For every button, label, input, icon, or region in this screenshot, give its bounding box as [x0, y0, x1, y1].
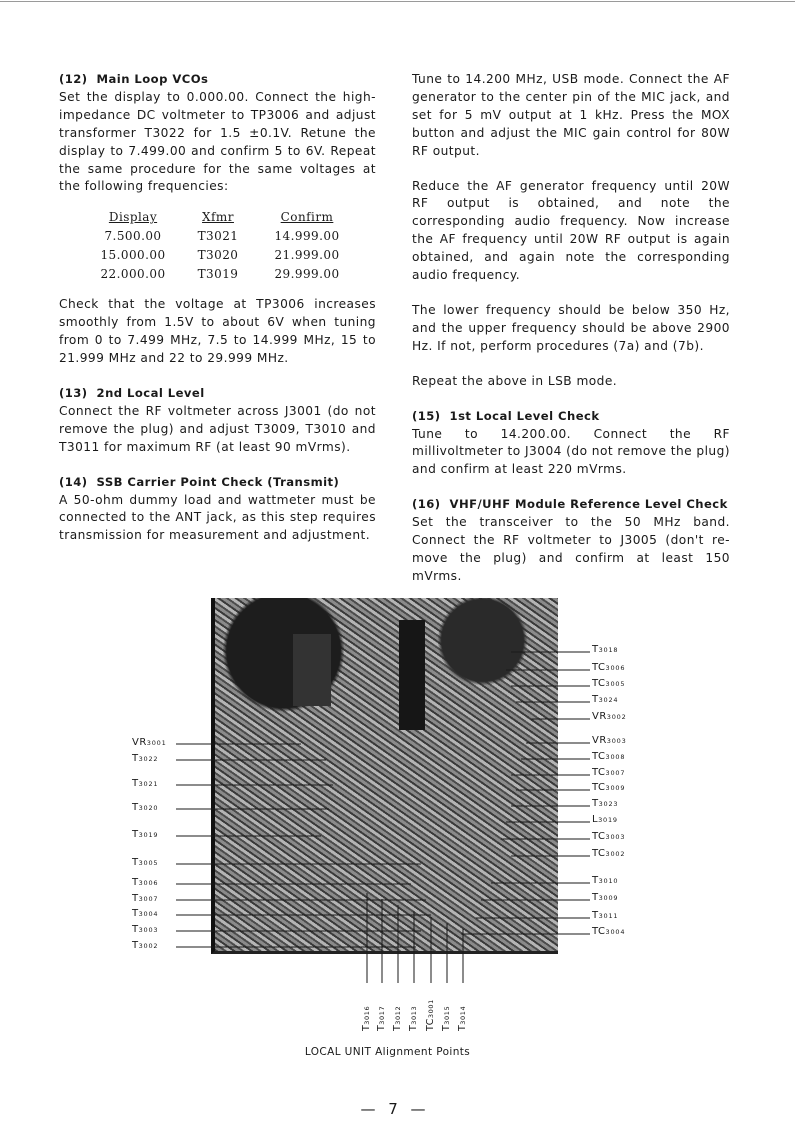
- table-cell: T3021: [197, 229, 239, 244]
- section-15-paragraph: Tune to 14.200.00. Connect the RF millivoltmeter to J3004 (do not remove the plug) and confirm at least 220 mVrms.: [412, 426, 730, 477]
- section-number: (13): [59, 385, 88, 400]
- section-title: 1st Local Level Check: [449, 408, 600, 423]
- section-14-continued-paragraph-4: Repeat the above in LSB mode.: [412, 373, 618, 388]
- section-title: VHF/UHF Module Reference Level Check: [449, 497, 728, 512]
- component-label: TC3006: [592, 662, 626, 673]
- component-label: VR3003: [592, 735, 627, 746]
- component-label: L3019: [592, 814, 618, 825]
- table-row: [89, 265, 376, 284]
- section-14-continued-paragraph-3: The lower frequency should be below 350 Hz, and the upper frequency should be above 2900 Hz. If not, perform procedures (7a) and (7b).: [412, 302, 730, 353]
- table-cell: 22.000.00: [100, 267, 166, 282]
- component-label: TC3008: [592, 751, 626, 762]
- component-label: T3010: [592, 875, 619, 886]
- local-unit-figure: [130, 593, 670, 1033]
- component-label: T3015: [441, 1005, 452, 1031]
- component-label: T3020: [132, 802, 159, 813]
- component-label: VR3002: [592, 711, 627, 722]
- component-label: T3003: [132, 924, 159, 935]
- table-cell: 7.500.00: [104, 229, 162, 244]
- section-number: (12): [59, 72, 88, 86]
- section-16-paragraph: Set the transceiver to the 50 MHz band. Connect the RF voltmeter to J3005 (don't re-move the plug) and confirm at least 150 mVrms.: [412, 515, 730, 583]
- section-14-heading: [59, 474, 376, 492]
- component-label: T3014: [457, 1005, 468, 1031]
- component-label: TC3009: [592, 782, 626, 793]
- component-label: T3017: [376, 1005, 387, 1031]
- section-title: 2nd Local Level: [96, 385, 205, 400]
- figure-caption: LOCAL UNIT Alignment Points: [304, 1046, 471, 1058]
- section-title: SSB Carrier Point Check (Transmit): [96, 474, 340, 489]
- right-column: [412, 71, 730, 586]
- component-label: T3006: [132, 877, 159, 888]
- component-label: VR3001: [132, 737, 167, 748]
- component-label: T3007: [132, 893, 159, 904]
- section-13-paragraph: Connect the RF voltmeter across J3001 (do not remove the plug) and adjust T3009, T3010 and T3011 for maximum RF (at least 90 mVrms).: [59, 403, 376, 454]
- component-label: T3011: [592, 910, 619, 921]
- component-label: T3023: [592, 798, 619, 809]
- component-label: T3021: [132, 778, 159, 789]
- page-number: — 7 —: [360, 1100, 430, 1118]
- component-label: T3019: [132, 829, 159, 840]
- table-header-cell: Confirm: [280, 210, 334, 225]
- section-13-heading: [59, 385, 376, 403]
- section-12-paragraph-2: Check that the voltage at TP3006 increases smoothly from 1.5V to about 6V when tuning from 0 to 7.499 MHz, 7.5 to 14.999 MHz, 15 to 21.999 MHz and 22 to 29.999 MHz.: [59, 297, 376, 366]
- table-cell: T3019: [197, 267, 239, 282]
- section-15-heading: [412, 408, 730, 426]
- leader-lines: [130, 593, 670, 1033]
- section-12-paragraph-1: Set the display to 0.000.00. Connect the high-impedance DC voltmeter to TP3006 and adjust transformer T3022 for 1.5 ±0.1V. Retune the display to 7.499.00 and confirm 5 to 6V. Repeat the same procedure for the same voltages at the following frequencies:: [59, 89, 376, 194]
- component-label: T3009: [592, 892, 619, 903]
- table-cell: 29.999.00: [274, 267, 340, 282]
- table-header-cell: Display: [108, 210, 158, 225]
- table-row: [89, 246, 376, 265]
- component-label: TC3003: [592, 831, 626, 842]
- component-label: T3016: [361, 1005, 372, 1031]
- section-title: Main Loop VCOs: [96, 72, 209, 86]
- table-row: [89, 227, 376, 246]
- section-number: (14): [59, 474, 88, 489]
- component-label: T3024: [592, 694, 619, 705]
- component-label: T3022: [132, 753, 159, 764]
- table-cell: 14.999.00: [274, 229, 340, 244]
- component-label: T3004: [132, 908, 159, 919]
- component-label: T3012: [392, 1005, 403, 1031]
- table-header-cell: Xfmr: [202, 210, 234, 225]
- frequency-table: [89, 208, 376, 284]
- section-14-continued-paragraph-2: Reduce the AF generator frequency until 20W RF output is obtained, and note the corresponding audio frequency. Now increase the AF frequency until 20W RF output is again obtained, and again note the corresponding audio frequency.: [412, 178, 730, 283]
- table-cell: 21.999.00: [274, 248, 340, 263]
- section-16-heading: [412, 496, 730, 514]
- component-label: T3018: [592, 644, 619, 655]
- top-rule: [0, 1, 795, 2]
- component-label: T3013: [408, 1005, 419, 1031]
- table-cell: 15.000.00: [100, 248, 166, 263]
- component-label: T3005: [132, 857, 159, 868]
- component-label: TC3004: [592, 926, 626, 937]
- section-14-continued-paragraph-1: Tune to 14.200 MHz, USB mode. Connect the AF generator to the center pin of the MIC jack, and set for 5 mV output at 1 kHz. Press the MOX button and adjust the MIC gain control for 80W RF output.: [412, 72, 730, 158]
- component-label: T3002: [132, 940, 159, 951]
- left-column: [59, 71, 376, 545]
- component-label: TC3001: [425, 999, 436, 1031]
- component-label: TC3005: [592, 678, 626, 689]
- table-cell: T3020: [197, 248, 239, 263]
- section-number: (15): [412, 408, 441, 423]
- component-label: TC3002: [592, 848, 626, 859]
- table-header: [89, 208, 376, 227]
- component-label: TC3007: [592, 767, 626, 778]
- section-12-heading: [59, 71, 376, 89]
- section-number: (16): [412, 497, 441, 512]
- section-14-paragraph: A 50-ohm dummy load and wattmeter must be connected to the ANT jack, as this step requires transmission for measurement and adjustment.: [59, 492, 376, 543]
